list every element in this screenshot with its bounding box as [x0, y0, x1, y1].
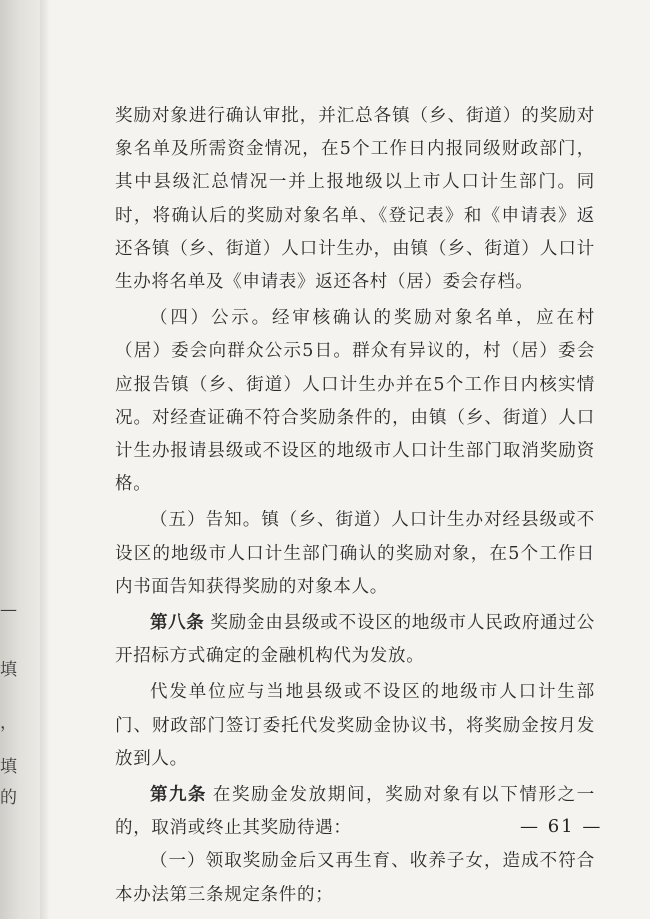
- paragraph-text: （一）领取奖励金后又再生育、收养子女，造成不符合本办法第三条规定条件的；: [115, 851, 595, 905]
- gutter-fragment: ，: [0, 713, 17, 733]
- paragraph-text: （四）公示。经审核确认的奖励对象名单，应在村（居）委会向群众公示5日。群众有异议的，村（居）委会应报告镇（乡、街道）人口计生办并在5个工作日内核实情况。对经查证确不符合奖励条件的，由镇（乡、街道）人口计生办报请县级或不设区的地级市人口计生部门取消奖励资格。: [115, 308, 595, 495]
- paragraph-text: 在奖励金发放期间，奖励对象有以下情形之一的，取消或终止其奖励待遇：: [115, 785, 596, 839]
- gutter-fragment: 填: [0, 660, 17, 680]
- gutter-fragment: 的: [0, 788, 17, 808]
- binding-gutter: [0, 0, 48, 919]
- paragraph: [115, 302, 595, 501]
- page-number: — 61 —: [520, 816, 603, 837]
- paragraph-text: 代发单位应与当地县级或不设区的地级市人口计生部门、财政部门签订委托代发奖励金协议书，将奖励金按月发放到人。: [115, 682, 595, 769]
- paragraph: [115, 676, 595, 776]
- gutter-fragment: —: [0, 600, 17, 620]
- article-number: 第九条: [150, 785, 207, 806]
- document-body: [115, 100, 595, 912]
- paragraph: [115, 504, 595, 604]
- paragraph: [115, 100, 595, 299]
- paragraph-text: 奖励对象进行确认审批，并汇总各镇（乡、街道）的奖励对象名单及所需资金情况，在5个工作日内报同级财政部门，其中县级汇总情况一并上报地级以上市人口计生部门。同时，将确认后的奖励对象名单、《登记表》和《申请表》返还各镇（乡、街道）人口计生办，由镇（乡、街道）人口计生办将名单及《申请表》返还各村（居）委会存档。: [115, 106, 595, 293]
- gutter-fragment: 填: [0, 757, 17, 777]
- paragraph-text: （五）告知。镇（乡、街道）人口计生办对经县级或不设区的地级市人口计生部门确认的奖励对象，在5个工作日内书面告知获得奖励的对象本人。: [115, 510, 595, 597]
- paragraph-text: 奖励金由县级或不设区的地级市人民政府通过公开招标方式确定的金融机构代为发放。: [115, 613, 596, 667]
- paragraph: [115, 845, 595, 911]
- article-number: 第八条: [150, 613, 205, 634]
- page-edge-shadow: [40, 0, 50, 919]
- article-paragraph: [115, 607, 595, 673]
